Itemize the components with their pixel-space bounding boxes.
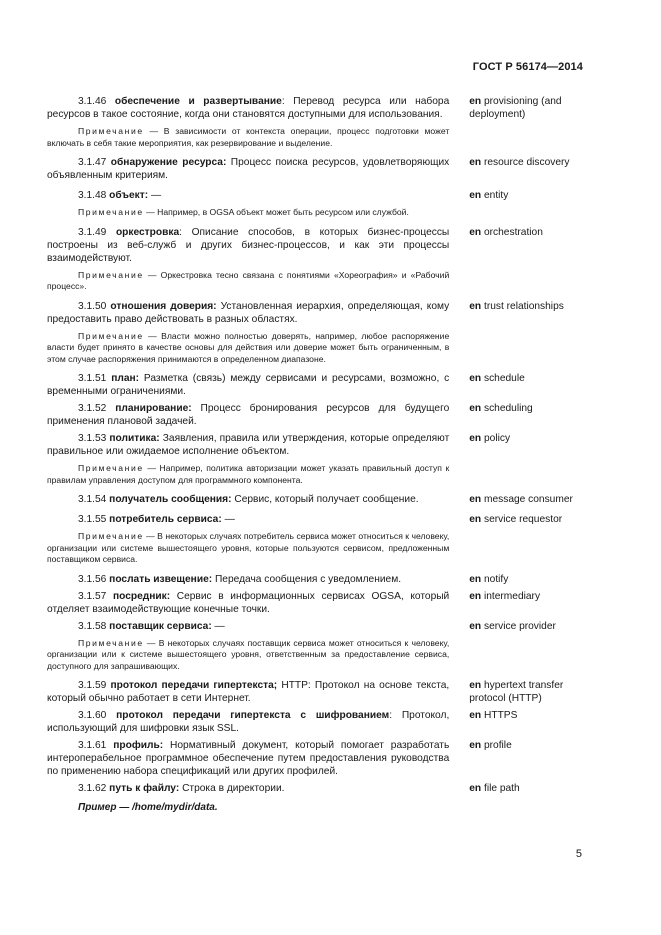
english-equivalent [469,513,587,526]
term-name: послать извещение: [109,573,213,585]
english-term: notify [481,573,509,585]
term-definition-block [47,620,449,673]
term-number: 3.1.59 [78,680,107,691]
term-name: путь к файлу: [109,783,180,794]
term-definition-block [47,402,449,428]
term-name: обеспечение и развертывание [114,96,282,107]
term-definition-block [47,782,449,814]
term-entry-3-1-59 [47,679,587,705]
english-term: entity [481,190,509,201]
term-note [47,638,449,673]
english-equivalent [469,620,587,633]
definition-paragraph [47,432,449,458]
term-number: 3.1.53 [78,433,107,444]
definition-paragraph [47,782,449,795]
english-term: scheduling [481,403,533,414]
term-entry-3-1-60 [47,709,587,735]
term-definition: Описание способов, в которых бизнес-процессы построены из веб-служб и других бизнес-процессов, и как эти процессы взаимодействуют. [47,226,450,264]
english-term: resource discovery [481,157,570,168]
term-number: 3.1.52 [78,403,107,414]
term-number: 3.1.46 [78,96,107,107]
english-term: orchestration [481,226,543,238]
definition-paragraph [47,739,449,778]
definition-paragraph [47,513,449,526]
term-example: Пример — /home/mydir/data. [78,802,218,813]
term-number: 3.1.55 [78,514,107,525]
note-label: Примечание [78,463,144,473]
term-definition: — [148,190,162,201]
english-equivalent [469,189,587,202]
term-entry-3-1-52 [47,402,587,428]
term-definition-block [47,300,449,366]
english-term: schedule [481,373,525,384]
language-code: en [469,373,482,384]
term-name: протокол передачи гипертекста; [110,680,278,691]
term-definition-block [47,226,449,293]
term-definition: Заявления, правила или утверждения, которые определяют правильное или ожидаемое исполнение объектом. [47,433,450,457]
language-code: en [469,590,482,602]
term-definition: Передача сообщения с уведомлением. [212,573,402,585]
term-entry-3-1-49 [47,226,587,293]
term-entry-3-1-62 [47,782,587,814]
term-entry-3-1-55 [47,513,587,566]
term-number: 3.1.61 [78,740,107,751]
english-term: service requestor [481,514,563,525]
term-definition: Сервис, который получает сообщение. [231,494,419,505]
definition-paragraph [47,679,449,705]
language-code: en [469,96,482,107]
term-entry-3-1-51 [47,372,587,398]
term-note [47,463,449,486]
note-label: Примечание [78,330,144,341]
term-name: протокол передачи гипертекста с шифрованием [116,710,390,721]
english-equivalent [469,372,587,385]
term-definition-block [47,590,449,616]
language-code: en [469,710,482,721]
term-number: 3.1.54 [78,494,107,505]
term-name: планирование: [115,403,192,414]
english-term: profile [481,740,512,751]
note-label: Примечание [78,531,144,541]
terms-list [47,95,587,818]
term-definition-block [47,679,449,705]
english-term: trust relationships [481,300,564,312]
term-note [47,270,449,293]
note-text: — В некоторых случаях потребитель сервиса может относиться к человеку, организации или системе вышестоящего уровня, которые пользуются сервисом, предложенным поставщиком сервиса. [47,531,450,564]
term-definition: Строка в директории. [179,783,285,794]
term-separator: : [179,226,182,238]
english-term: hypertext transfer protocol (HTTP) [469,680,564,704]
language-code: en [469,620,482,632]
term-number: 3.1.56 [78,573,107,585]
term-entry-3-1-53 [47,432,587,486]
term-number: 3.1.47 [78,157,107,168]
language-code: en [469,157,482,168]
term-name: оркестровка [115,226,180,238]
english-term: file path [481,783,520,794]
term-entry-3-1-54 [47,493,587,506]
note-text: — Оркестровка тесно связана с понятиями «Хореография» и «Рабочий процесс». [47,269,450,291]
definition-paragraph [47,402,449,428]
english-term: intermediary [481,590,541,602]
term-definition-block [47,432,449,486]
term-definition-block [47,95,449,149]
term-note [47,531,449,566]
english-equivalent [469,782,587,795]
language-code: en [469,226,482,238]
english-equivalent [469,739,587,752]
definition-paragraph [47,573,449,586]
term-name: получатель сообщения: [109,494,232,505]
language-code: en [469,573,482,585]
term-note [47,331,449,366]
note-text: — Например, политика авторизации может указать правильный доступ к правилам управления доступом для программного компонента. [47,463,450,485]
english-equivalent [469,493,587,506]
definition-paragraph [47,189,449,202]
term-separator: : [389,710,393,721]
term-definition-block [47,372,449,398]
term-name: профиль: [113,740,164,751]
term-entry-3-1-58 [47,620,587,673]
definition-paragraph [47,300,449,326]
term-definition: HTTP: Протокол на основе текста, который обычно работает в сети Интернет. [47,680,450,704]
term-definition-block [47,573,449,586]
term-definition: Разметка (связь) между сервисами и ресурсами, возможно, с временными ограничениями. [47,373,450,397]
document-standard-header: ГОСТ Р 56174—2014 [472,61,583,73]
term-entry-3-1-48 [47,189,587,219]
english-equivalent [469,226,587,239]
note-text: — Власти можно полностью доверять, например, любое распоряжение власти будет принято в качестве основы для действия или доверие может быть ограниченным, в этом случае распоряжения принимаются в определенном диапазоне. [47,330,450,364]
term-number: 3.1.51 [78,373,107,384]
english-equivalent [469,95,587,121]
english-term: message consumer [481,494,573,505]
definition-paragraph [47,590,449,616]
note-text: — В зависимости от контекста операции, процесс подготовки может включать в себя такие мероприятия, как резервирование и выделение. [47,126,450,148]
term-definition-block [47,493,449,506]
term-entry-3-1-46 [47,95,587,149]
term-definition-block [47,156,449,182]
english-equivalent [469,432,587,445]
term-definition: Сервис в информационных сервисах OGSA, который отделяет взаимодействующие конечные точки. [47,590,450,615]
english-equivalent [469,300,587,313]
term-definition: Перевод ресурса или набора ресурсов в такое состояние, когда они становятся доступными для использования. [47,96,450,120]
term-definition: — [221,514,235,525]
term-number: 3.1.49 [78,226,107,238]
english-equivalent [469,573,587,586]
english-equivalent [469,709,587,722]
language-code: en [469,300,482,312]
english-equivalent [469,156,587,169]
english-term: HTTPS [481,710,518,721]
note-label: Примечание [78,126,144,136]
term-name: обнаружение ресурса: [110,157,227,168]
term-definition: Установленная иерархия, определяющая, кому предоставить право действовать в разных областях. [47,300,450,325]
note-text: — В некоторых случаях поставщик сервиса может относиться к человеку, организации или к системе вышестоящего уровня, ответственным за предоставление сервиса, доступного для запрашивающих. [47,637,450,671]
term-separator: : [281,96,285,107]
term-note [47,207,449,219]
language-code: en [469,190,482,201]
note-label: Примечание [78,207,144,217]
term-name: план: [111,373,140,384]
definition-paragraph [47,709,449,735]
english-term: policy [481,433,511,444]
term-definition: Протокол, использующий для шифровки язык SSL. [47,710,450,734]
english-equivalent [469,590,587,603]
english-term: service provider [481,620,556,632]
language-code: en [469,514,482,525]
term-name: отношения доверия: [110,300,217,312]
term-name: посредник: [112,590,171,602]
definition-paragraph [47,226,449,265]
term-entry-3-1-47 [47,156,587,182]
definition-paragraph [47,372,449,398]
term-definition: Процесс поиска ресурсов, удовлетворяющих объявленным критериям. [47,157,450,181]
note-label: Примечание [78,269,144,280]
term-definition: Процесс бронирования ресурсов для будущего применения плановой задачей. [47,403,450,427]
definition-paragraph [47,95,449,121]
term-entry-3-1-50 [47,300,587,366]
term-definition: — [211,620,225,632]
definition-paragraph [47,493,449,506]
term-definition-block [47,709,449,735]
term-entry-3-1-57 [47,590,587,616]
term-name: объект: [109,190,149,201]
language-code: en [469,740,482,751]
term-name: политика: [109,433,160,444]
language-code: en [469,783,482,794]
term-definition-block [47,513,449,566]
note-text: — Например, в OGSA объект может быть ресурсом или службой. [143,207,409,217]
term-definition: Нормативный документ, который помогает разработать интероперабельное программное обеспечение путем предоставления руководства по применению набора спецификаций или других профилей. [47,740,450,777]
language-code: en [469,680,482,691]
english-term: provisioning (and deployment) [469,96,562,120]
language-code: en [469,403,482,414]
english-equivalent [469,679,587,705]
note-label: Примечание [78,637,144,648]
term-name: потребитель сервиса: [109,514,222,525]
term-note [47,126,449,149]
page-number: 5 [575,848,582,860]
term-number: 3.1.58 [78,620,107,632]
term-entry-3-1-56 [47,573,587,586]
term-number: 3.1.50 [78,300,107,312]
definition-paragraph [47,156,449,182]
language-code: en [469,494,482,505]
term-name: поставщик сервиса: [109,620,212,632]
term-definition-block [47,189,449,219]
term-number: 3.1.62 [78,783,107,794]
term-number: 3.1.60 [78,710,107,721]
term-entry-3-1-61 [47,739,587,778]
language-code: en [469,433,482,444]
term-number: 3.1.57 [78,590,107,602]
english-equivalent [469,402,587,415]
definition-paragraph [47,620,449,633]
term-definition-block [47,739,449,778]
term-number: 3.1.48 [78,190,107,201]
